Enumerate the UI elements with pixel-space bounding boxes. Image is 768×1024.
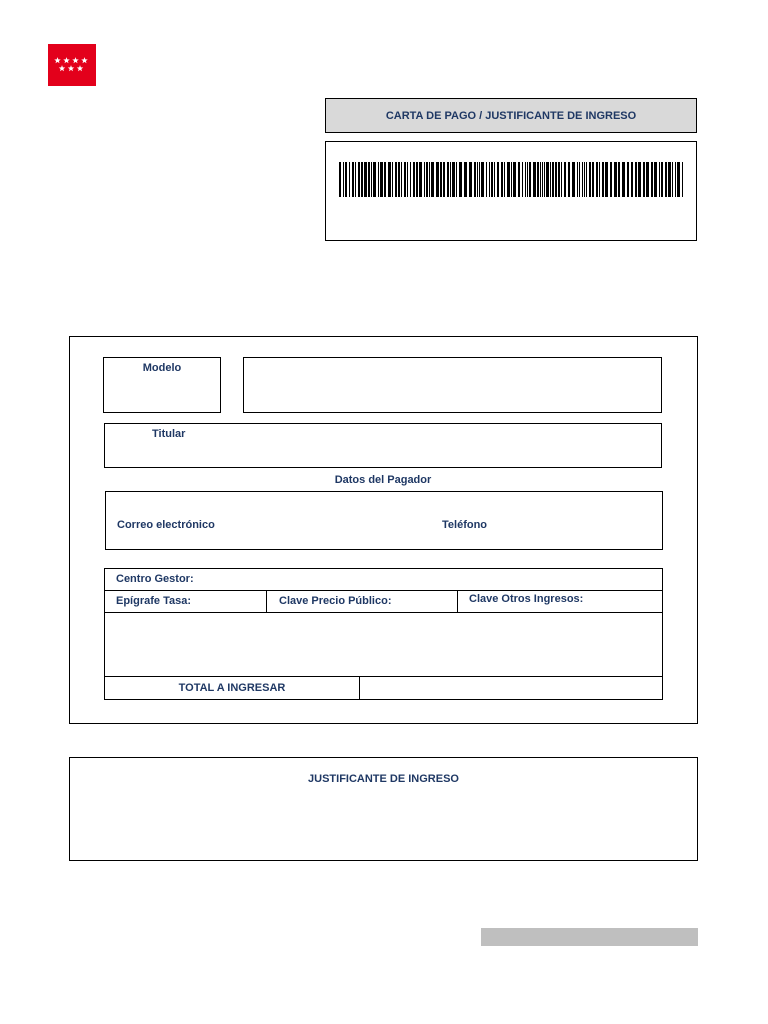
epigrafe-cell[interactable] <box>105 591 267 612</box>
barcode-bar <box>345 162 347 197</box>
barcode-bar <box>614 162 617 197</box>
barcode-bar <box>410 162 411 197</box>
barcode-bar <box>404 162 406 197</box>
star-icon <box>68 65 74 71</box>
barcode-bar <box>568 162 570 197</box>
barcode-bar <box>452 162 455 197</box>
barcode-bar <box>527 162 528 197</box>
barcode-icon <box>339 162 683 197</box>
barcode-bar <box>555 162 557 197</box>
barcode-bar <box>665 162 667 197</box>
barcode-bar <box>398 162 400 197</box>
barcode-bar <box>486 162 487 197</box>
barcode-bar <box>380 162 383 197</box>
madrid-logo <box>48 44 96 86</box>
total-label-cell <box>105 677 360 699</box>
barcode-bar <box>589 162 591 197</box>
barcode-bar <box>577 162 578 197</box>
barcode-bar <box>540 162 541 197</box>
barcode-bar <box>384 162 386 197</box>
total-value-field[interactable] <box>360 677 662 699</box>
pagador-section-title: Datos del Pagador <box>334 474 432 486</box>
centro-gestor-row[interactable] <box>105 569 662 591</box>
epigrafe-label: Epígrafe Tasa: <box>116 595 191 607</box>
barcode-box <box>325 141 697 241</box>
barcode-bar <box>456 162 457 197</box>
barcode-bar <box>440 162 442 197</box>
barcode-bar <box>635 162 637 197</box>
barcode-bar <box>479 162 480 197</box>
ingreso-table <box>104 568 663 700</box>
barcode-bar <box>542 162 543 197</box>
claves-row <box>105 591 662 613</box>
barcode-bar <box>564 162 566 197</box>
barcode-bar <box>533 162 536 197</box>
barcode-bar <box>364 162 367 197</box>
telefono-label: Teléfono <box>442 519 488 531</box>
barcode-bar <box>529 162 531 197</box>
barcode-bar <box>513 162 516 197</box>
barcode-bar <box>672 162 673 197</box>
clave-otros-cell[interactable] <box>458 591 662 612</box>
justificante-box <box>69 757 698 861</box>
madrid-stars-flag-icon <box>48 44 96 86</box>
barcode-bar <box>643 162 645 197</box>
barcode-bar <box>596 162 598 197</box>
barcode-bar <box>579 162 580 197</box>
barcode-bar <box>378 162 379 197</box>
barcode-bar <box>464 162 467 197</box>
barcode-bar <box>627 162 629 197</box>
barcode-bar <box>525 162 526 197</box>
barcode-bar <box>358 162 360 197</box>
barcode-bar <box>618 162 620 197</box>
barcode-bar <box>610 162 612 197</box>
total-label: TOTAL A INGRESAR <box>178 682 286 694</box>
barcode-bar <box>447 162 449 197</box>
star-icon <box>72 57 78 63</box>
barcode-bar <box>544 162 545 197</box>
barcode-bar <box>507 162 510 197</box>
barcode-bar <box>677 162 680 197</box>
barcode-bar <box>682 162 683 197</box>
barcode-bar <box>602 162 604 197</box>
star-icon <box>54 57 60 63</box>
barcode-bar <box>436 162 439 197</box>
barcode-bar <box>494 162 495 197</box>
modelo-box <box>103 357 221 413</box>
barcode-bar <box>561 162 562 197</box>
modelo-label: Modelo <box>142 362 182 374</box>
barcode-bar <box>631 162 633 197</box>
barcode-bar <box>511 162 512 197</box>
detalle-row[interactable] <box>105 613 662 677</box>
barcode-bar <box>424 162 425 197</box>
document-title: CARTA DE PAGO / JUSTIFICANTE DE INGRESO <box>385 109 637 122</box>
barcode-bar <box>654 162 657 197</box>
barcode-bar <box>599 162 600 197</box>
correo-label: Correo electrónico <box>117 519 215 531</box>
barcode-bar <box>550 162 551 197</box>
justificante-title: JUSTIFICANTE DE INGRESO <box>308 773 459 785</box>
barcode-bar <box>659 162 660 197</box>
barcode-bar <box>426 162 428 197</box>
barcode-bar <box>416 162 418 197</box>
barcode-bar <box>675 162 676 197</box>
barcode-bar <box>546 162 549 197</box>
barcode-bar <box>638 162 641 197</box>
star-icon <box>63 57 69 63</box>
barcode-bar <box>481 162 484 197</box>
barcode-bar <box>558 162 560 197</box>
barcode-bar <box>407 162 408 197</box>
barcode-bar <box>586 162 587 197</box>
barcode-bar <box>504 162 505 197</box>
barcode-bar <box>368 162 370 197</box>
barcode-bar <box>646 162 649 197</box>
pagador-box <box>105 491 663 550</box>
barcode-bar <box>388 162 391 197</box>
barcode-bar <box>392 162 393 197</box>
barcode-bar <box>431 162 434 197</box>
barcode-bar <box>429 162 430 197</box>
barcode-bar <box>572 162 575 197</box>
barcode-bar <box>522 162 523 197</box>
barcode-bar <box>371 162 372 197</box>
barcode-bar <box>373 162 376 197</box>
titular-box[interactable] <box>104 423 662 468</box>
barcode-bar <box>582 162 583 197</box>
barcode-bar <box>622 162 625 197</box>
document-title-box <box>325 98 697 133</box>
barcode-bar <box>489 162 490 197</box>
barcode-bar <box>355 162 356 197</box>
barcode-bar <box>459 162 462 197</box>
clave-otros-label: Clave Otros Ingresos: <box>469 593 584 605</box>
star-icon <box>77 65 83 71</box>
footer-gray-bar <box>481 928 698 946</box>
barcode-bar <box>474 162 476 197</box>
barcode-bar <box>361 162 363 197</box>
barcode-bar <box>450 162 451 197</box>
total-row <box>105 677 662 699</box>
barcode-bar <box>469 162 472 197</box>
barcode-bar <box>651 162 653 197</box>
titular-label: Titular <box>152 428 186 440</box>
barcode-bar <box>592 162 594 197</box>
barcode-bar <box>401 162 402 197</box>
modelo-value-field[interactable] <box>243 357 662 413</box>
barcode-bar <box>419 162 422 197</box>
barcode-bar <box>518 162 520 197</box>
barcode-bar <box>413 162 415 197</box>
barcode-bar <box>477 162 478 197</box>
barcode-bar <box>352 162 354 197</box>
barcode-bar <box>339 162 341 197</box>
clave-precio-label: Clave Precio Público: <box>279 595 392 607</box>
barcode-bar <box>661 162 663 197</box>
barcode-bar <box>668 162 671 197</box>
barcode-bar <box>552 162 554 197</box>
clave-precio-cell[interactable] <box>267 591 458 612</box>
barcode-bar <box>605 162 608 197</box>
barcode-bar <box>443 162 445 197</box>
centro-gestor-label: Centro Gestor: <box>116 573 194 585</box>
barcode-bar <box>537 162 539 197</box>
barcode-bar <box>497 162 499 197</box>
barcode-bar <box>584 162 585 197</box>
barcode-bar <box>349 162 350 197</box>
barcode-bar <box>491 162 493 197</box>
star-icon <box>59 65 65 71</box>
star-icon <box>81 57 87 63</box>
barcode-bar <box>501 162 503 197</box>
barcode-bar <box>395 162 397 197</box>
barcode-bar <box>343 162 344 197</box>
